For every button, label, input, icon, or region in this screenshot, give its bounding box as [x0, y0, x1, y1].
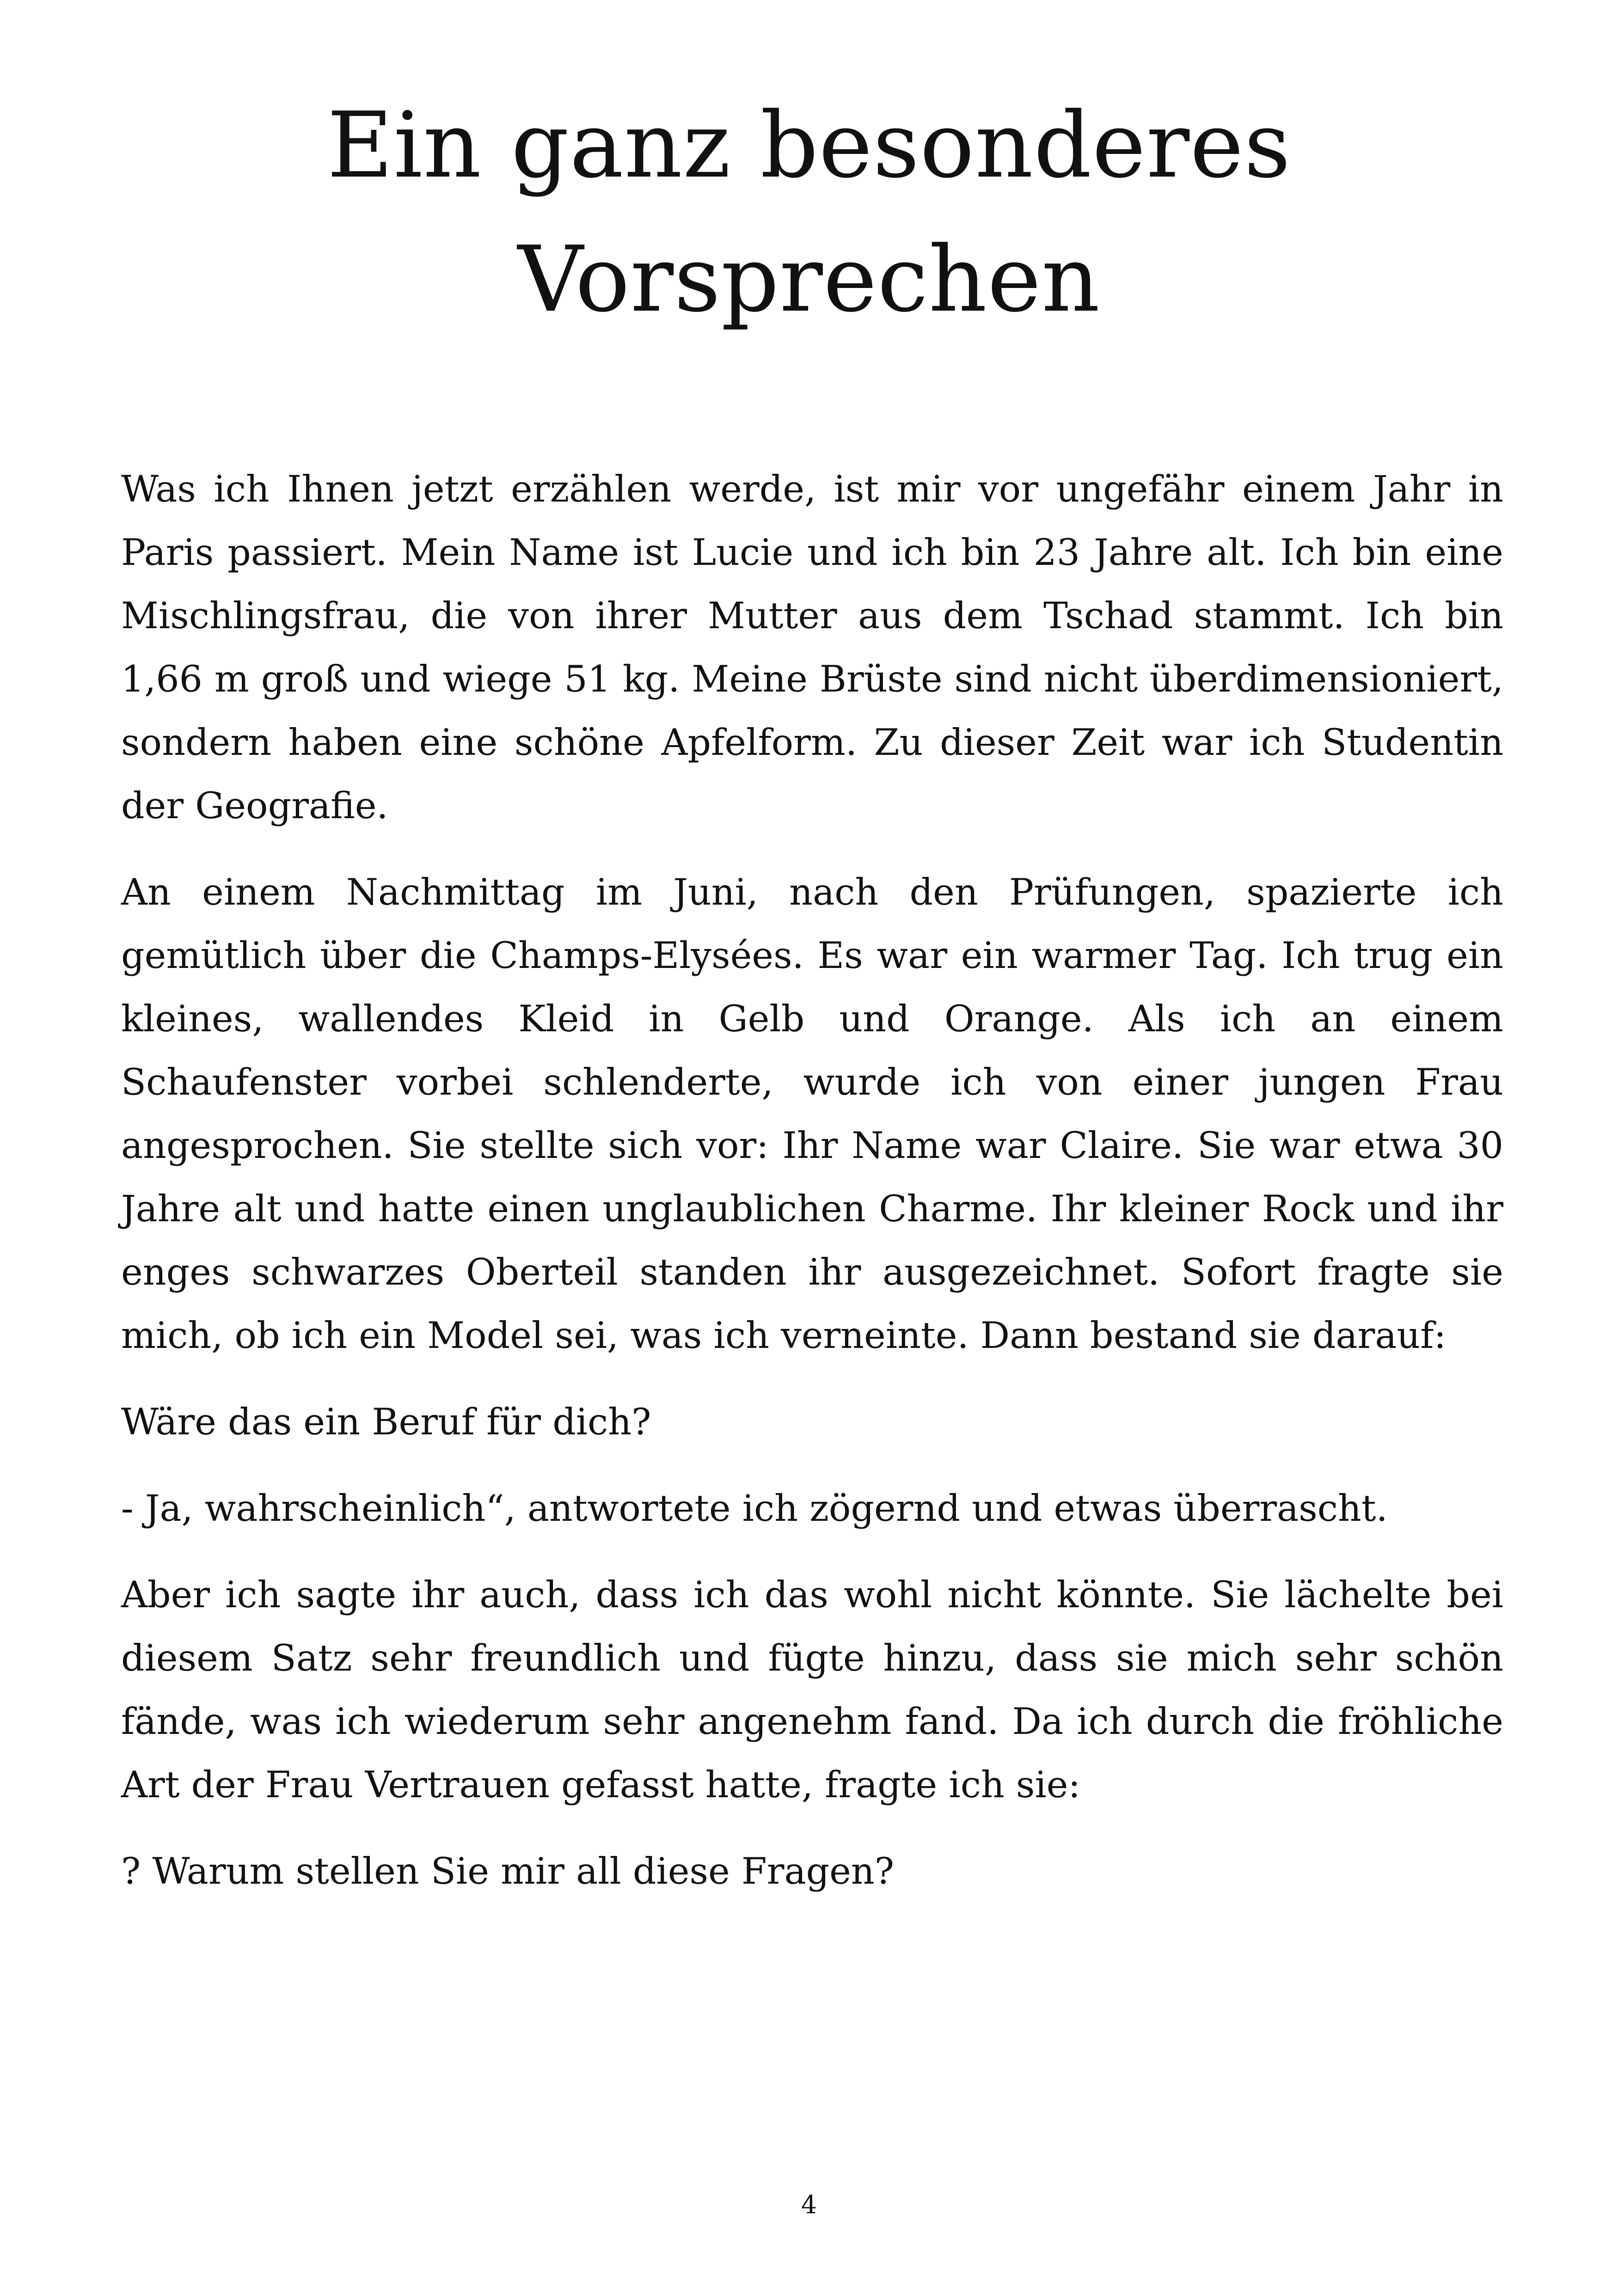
paragraph-6: ? Warum stellen Sie mir all diese Fragen? — [121, 1850, 895, 1892]
paragraph-5: Aber ich sagte ihr auch, dass ich das wohl nicht könnte. Sie lächelte bei diesem Satz sehr freundlich und fügte hinzu, dass sie mich sehr schön fände, was ich wiederum sehr angenehm fand. Da ich durch die fröhliche Art der Frau Vertrauen gefasst hatte, fragte ich sie: — [121, 1574, 1503, 1806]
paragraph-1: Was ich Ihnen jetzt erzählen werde, ist mir vor ungefähr einem Jahr in Paris passiert. Mein Name ist Lucie und ich bin 23 Jahre alt. Ich bin eine Mischlingsfrau, die von ihrer Mutter aus dem Tschad stammt. Ich bin 1,66 m groß und wiege 51 kg. Meine Brüste sind nicht überdimensioniert, sondern haben eine schöne Apfelform. Zu dieser Zeit war ich Studentin der Geografie. — [121, 468, 1503, 827]
paragraph-4: - Ja, wahrscheinlich“, antwortete ich zögernd und etwas überrascht. — [121, 1487, 1388, 1530]
paragraph-2: An einem Nachmittag im Juni, nach den Prüfungen, spazierte ich gemütlich über die Champs-Elysées. Es war ein warmer Tag. Ich trug ein kleines, wallendes Kleid in Gelb und Orange. Als ich an einem Schaufenster vorbei schlenderte, wurde ich von einer jungen Frau angesprochen. Sie stellte sich vor: Ihr Name war Claire. Sie war etwa 30 Jahre alt und hatte einen unglaublichen Charme. Ihr kleiner Rock und ihr enges schwarzes Oberteil standen ihr ausgezeichnet. Sofort fragte sie mich, ob ich ein Model sei, was ich verneinte. Dann bestand sie darauf: — [121, 871, 1503, 1357]
page-number: 4 — [801, 2190, 817, 2219]
paragraph-3: Wäre das ein Beruf für dich? — [121, 1401, 651, 1443]
chapter-title-line-1: Ein ganz besonderes — [327, 93, 1291, 198]
chapter-title — [0, 79, 1618, 347]
chapter-title-line-2: Vorsprechen — [517, 227, 1101, 332]
body-text — [121, 458, 1503, 1926]
